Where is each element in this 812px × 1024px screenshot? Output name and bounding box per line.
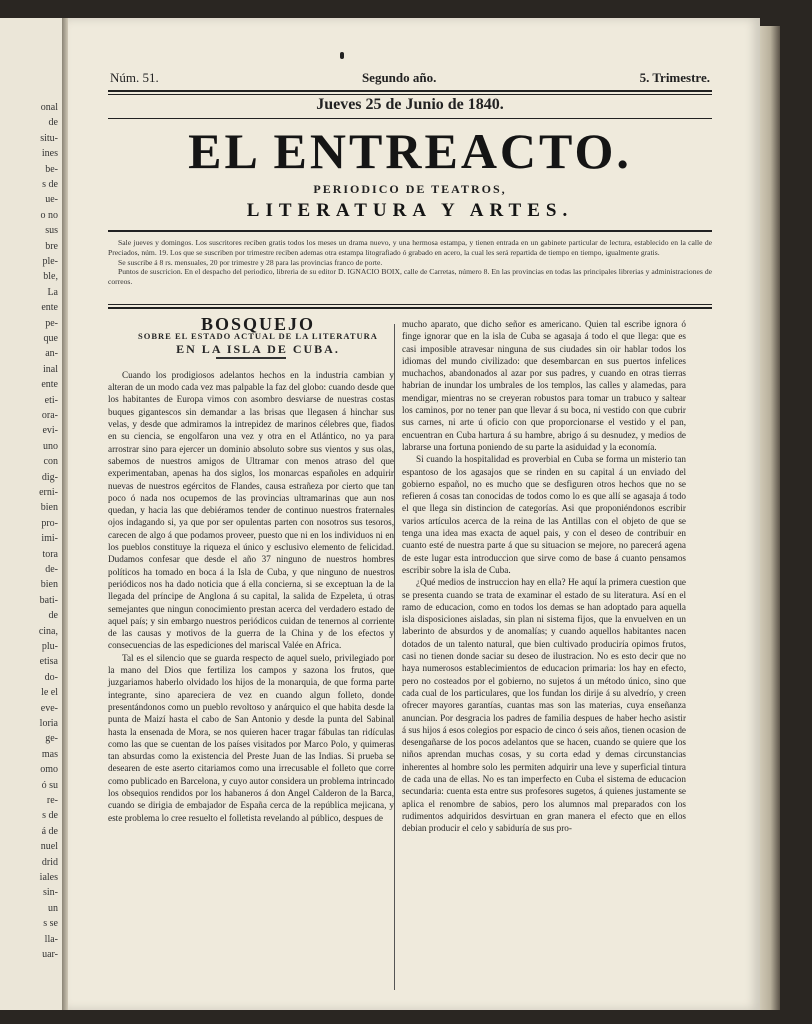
left-page-fragment: loria [39,718,58,729]
ornament-divider [216,355,286,361]
left-page-fragment: cina, [38,625,58,637]
notice-line: Puntos de suscricion. En el despacho del periodico, libreria de su editor D. IGNACIO BOIX, calle de Carretas, número 8. En las provincias en todas las principales librerias y administraciones de correos. [108,267,712,287]
article-title: BOSQUEJO [200,314,316,334]
year-label: Segundo año. [361,70,437,85]
left-page-fragment: imi- [41,533,58,545]
left-page-fragment: o no [40,209,58,221]
left-page-fragment: que [43,333,58,344]
notice-line: Sale jueves y domingos. Los suscritores reciben gratis todos los meses un drama nuevo, y una hermosa estampa, y tienen entrada en un gabinete particular de lectura, establecido en la calle de Preciados, núm. 19. Los que se suscriben por trimestre reciben ademas otra estampa litografiado ó grabado en acero, la cual les será repartida de tiempo en tiempo, igualmente gratis. [108,238,712,257]
newspaper-subtitle: PERIODICO DE TEATROS, [313,182,507,196]
left-page-fragment: ue- [45,194,58,206]
subscription-notice [108,238,712,287]
left-page-fragment: tora [42,548,58,560]
left-page-fragment: uno [43,440,58,452]
rule-date [108,118,712,119]
left-page-fragment: inal [43,363,58,375]
column-divider [394,324,395,990]
left-page-fragment: bien [40,502,58,514]
article-subtitle: SOBRE EL ESTADO ACTUAL DE LA LITERATURA [138,331,378,342]
left-page-fragment: uar- [42,949,58,960]
left-page-fragment: lla- [44,933,58,945]
left-page-fragment: de [48,610,58,622]
left-page-fragment: s de [42,179,58,190]
left-page-fragment: nuel [40,841,58,853]
rule-notice-thick [108,307,712,309]
left-page-fragment: pro- [41,517,58,529]
left-page-fragment: mas [41,748,58,760]
rule-title [108,230,712,232]
left-page-fragment: ente [41,379,58,391]
left-page-fragment: ge- [45,733,58,745]
left-page-fragment: omo [40,764,58,776]
left-page-fragment: be- [45,163,58,175]
left-page-fragment: situ- [40,132,58,144]
issue-number: Núm. 51. [110,70,159,85]
left-page-fragment: con [43,456,58,468]
rule-top [108,90,712,92]
left-page-fragment: ble, [43,271,58,283]
left-page-fragment: re- [46,795,58,806]
left-page-fragment: ó su [41,779,58,791]
newspaper-subtitle-2: LITERATURA Y ARTES. [246,200,574,221]
left-page-fragment: un [48,902,58,914]
left-page-fragment: bien [40,579,58,591]
left-page-fragment: ente [41,302,58,314]
left-page-fragment: sin- [43,887,58,899]
page-mark [340,52,344,59]
trimester-label: 5. Trimestre. [639,70,710,85]
newspaper-page [68,18,760,1010]
left-page-fragment: eti- [44,394,58,406]
left-page-fragment: s de [42,810,58,822]
left-page-fragment: de [48,117,58,129]
article-column-1 [108,314,394,824]
left-page-fragment: La [47,286,58,298]
left-page-fragment: an- [45,348,58,360]
masthead-info [110,70,710,86]
article-subtitle-2: EN LA ISLA DE CUBA. [176,341,340,356]
paragraph: Cuando los prodigiosos adelantos hechos en la industria cambian y alteran de un modo cada vez mas palpable la faz del globo: cuando desde que los habitantes de Europa vimos con asombro desviarse de nuestras costas buques gigantescos sin demandar a las brisas que llegasen á hinchar sus velas, y desde que admiramos la intrepidez de marinos célebres que, fiados en su ciencia, se engolfaron una vez y otra en el Atlántico, no ya para arrostrar sino para ejercer un dominio absoluto sobre sus vientos y sus olas, sabemos de nuestros amigos de Ultramar con menos atraso del que experimentaban, apenas ha dos siglos, los monarcas españoles en adquirir nuevas de nuestros egércitos de Flandes, causa estrañeza por cierto que tan poco ó nada nos ocupemos de las provincias ultramarinas que aun nos quedan, y hacia las que debiéramos tender de continuo nuestros fraternales ojos indagando si, ya que por ser opulentas parten con nosotros sus tesoros, carecen de algo á que podamos proveer, puesto que ni en los individuos ni en los pueblos constituye la riqueza el único y esclusivo elemento de felicidad. Dudamos confesar que desde el año 37 ninguno de nuestros hombres políticos ha tomado en boca á la Isla de Cuba, y que ninguno de nuestros periódicos nos ha dado noticia que á ella concierna, si se exceptuan la de la llegada del príncipe de Anglona á su capital, la salida de Ezpeleta, ú otras semejantes que ningun conocimiento prestan acerca del verdadero estado de aquel país; y sin embargo nuestros periódicos cuidan de tenernos al corriente de las causas y motivos de la guerra de la China y de los efectos y consecuencias de las espediciones del mariscal Valée en Africa. [108,369,394,651]
left-page-fragment: plu- [41,641,58,652]
left-page-fragment: onal [40,102,58,113]
left-page-fragment: pe- [45,317,58,329]
paragraph: ¿Qué medios de instruccion hay en ella? He aquí la primera cuestion que se presenta cuando se trata de examinar el estado de su literatura. Así en el ramo de educacion, como en todos los demas se han adoptado para aquella isla disposiciones aisladas, sin plan ni sistema fijos, que la envuelven en un laberinto de absurdos y de anomalías; y cuando aquellos habitantes nacen dotados de un talento natural, que bien cultivado produciría opimos frutos, casi no tienen donde saciar su deseo de ilustracion. No es esto decir que no haya numerosos establecimientos de educacion primaria: los hay en efecto, pero no costeados por el gobierno, no sujetos á un método único, sino que cada cual de los particulares, que los fundan los dirije á su alvedrío, y creen ofrecer mayores garantías, cuantas mas son las materias, cuya enseñanza anuncian. Por desgracia los padres de familia despues de haber hecho asistir á sus hijos á esos colegios por espacio de cinco ó seis años, tienen ocasion de desengañarse de los pocos adelantos que se hacen, cuando se quiere que los niños aprendan muchas cosas, y su corta edad y demas circunstancias inherentes al hombre solo les permiten adquirir una leve y superficial tintura de cada una de ellas. No es tan imperfecto en Cuba el sistema de educacion secundaria: cuenta esta entre sus profesores sugetos, á quienes justamente se aplica el renombre de sabios, pero los alumnos mal preparados con los rudimentos adquiridos desvirtuan en gran manera el efecto que en ellos debian producir el celo y sabiduría de sus pro- [402,577,686,834]
left-page [0,18,64,1010]
left-page-fragment: de- [45,564,58,575]
left-page-fragment: bati- [39,594,58,606]
left-page-fragment: s se [43,918,58,930]
date-line: Jueves 25 de Junio de 1840. [316,96,504,113]
left-page-fragment: ora- [41,410,58,421]
left-page-fragment: ines [41,148,58,160]
rule-top-thin [108,94,712,95]
newspaper-title: EL ENTREACTO. [188,123,632,179]
left-page-fragment: le el [41,687,58,699]
left-page-fragment: eve- [40,702,58,714]
left-page-fragment: drid [41,856,58,868]
left-page-fragment: dig- [41,471,58,483]
notice-line: Se suscribe á 8 rs. mensuales, 20 por trimestre y 28 para las provincias franco de porte. [118,257,383,267]
article-column-2 [402,318,686,834]
left-page-fragment: erni- [39,487,58,498]
left-page-fragment: á de [41,825,58,837]
rule-notice [108,304,712,305]
paragraph: Tal es el silencio que se guarda respecto de aquel suelo, privilegiado por la mano del Dios que fertiliza los campos y sazona los frutos, que juzgariamos haberlo olvidado los hijos de la monarquia, de que forma parte integrante, sino apareciera de vez en cuando algun folleto, donde presentándonos como un pueblo revoltoso y anárquico el que habita desde la punta de Maizí hasta el cabo de San Antonio y desde la punta del Sabinal hasta la ensenada de Mora, se nos quieren hacer tragar fábulas tan ridículas como las que se cuentan de los países visitados por Marco Polo, y quimeras tan absurdas como la existencia del Preste Juan de las Indias. Si prueba se desearen de este aserto citariamos como una irrecusable el folleto que corre como publicado en Barcelona, y cuyo autor considera un problema intrincado los obsequios rendidos por los habaneros á don Angel Calderon de la Barca, cuando se dirigia de embajador de España cerca de la república mejicana, y este problema lo cree resuelto el folletista revelando al público, despues de [108,652,394,823]
left-page-fragment: do- [44,671,58,683]
paragraph: mucho aparato, que dicho señor es americano. Quien tal escribe ignora ó finge ignorar que en la isla de Cuba se agasaja á todo el que llega: que es casi imposible atravesar ninguna de sus ciudades sin oir hablar todos los idiomas del mundo civilizado: que desembarcan en sus puertos infelices muchachos, abandonados al azar por sus padres, y cuando en otras tierras habrian de inundar los umbrales de los templos, las calles y alamedas, para mendigar, mientras no se creyeran robustos para tomar un trabuco y saltear los caminos, por no tener pan que llevar á su boca, ni vestido con que cubrir sus carnes, ni arte ú oficio con que proporcionarse el vestido y el pan, encuentran en Cuba hartura á su hambre, abrigo á su desnudez, y medios de labrarse una fortuna poniendo de su parte la asiduidad y la economía. [402,319,686,452]
left-page-fragment: etisa [39,656,58,668]
left-page-fragment: bre [45,240,58,252]
paragraph: Si cuando la hospitalidad es proverbial en Cuba se forma un misterio tan espantoso de los agasajos que se rinden en su capital á un enviado del gobierno español, no es mucho que se desfiguren otros hechos que no se refieren á cosas tan conocidas de todos como lo es que allí se agasaja á todo el que llega sin distincion de categorías. Asi que proponiéndonos escribir varios artículos acerca de la reina de las Antillas con el objeto de que se tenga una idea mas exacta de aquel pais, y con el deseo de contribuir en cuanto esté de nuestra parte á que su situacion se mejore, no parecerá agena de este lugar esta introduccion que sirve como de base á cuanto pensamos escribir sobre la isla de Cuba. [402,454,686,575]
left-page-fragment: sus [45,225,58,237]
left-page-fragment: iales [39,872,58,883]
left-page-fragment: ple- [42,256,58,267]
left-page-fragment: evi- [42,425,58,437]
